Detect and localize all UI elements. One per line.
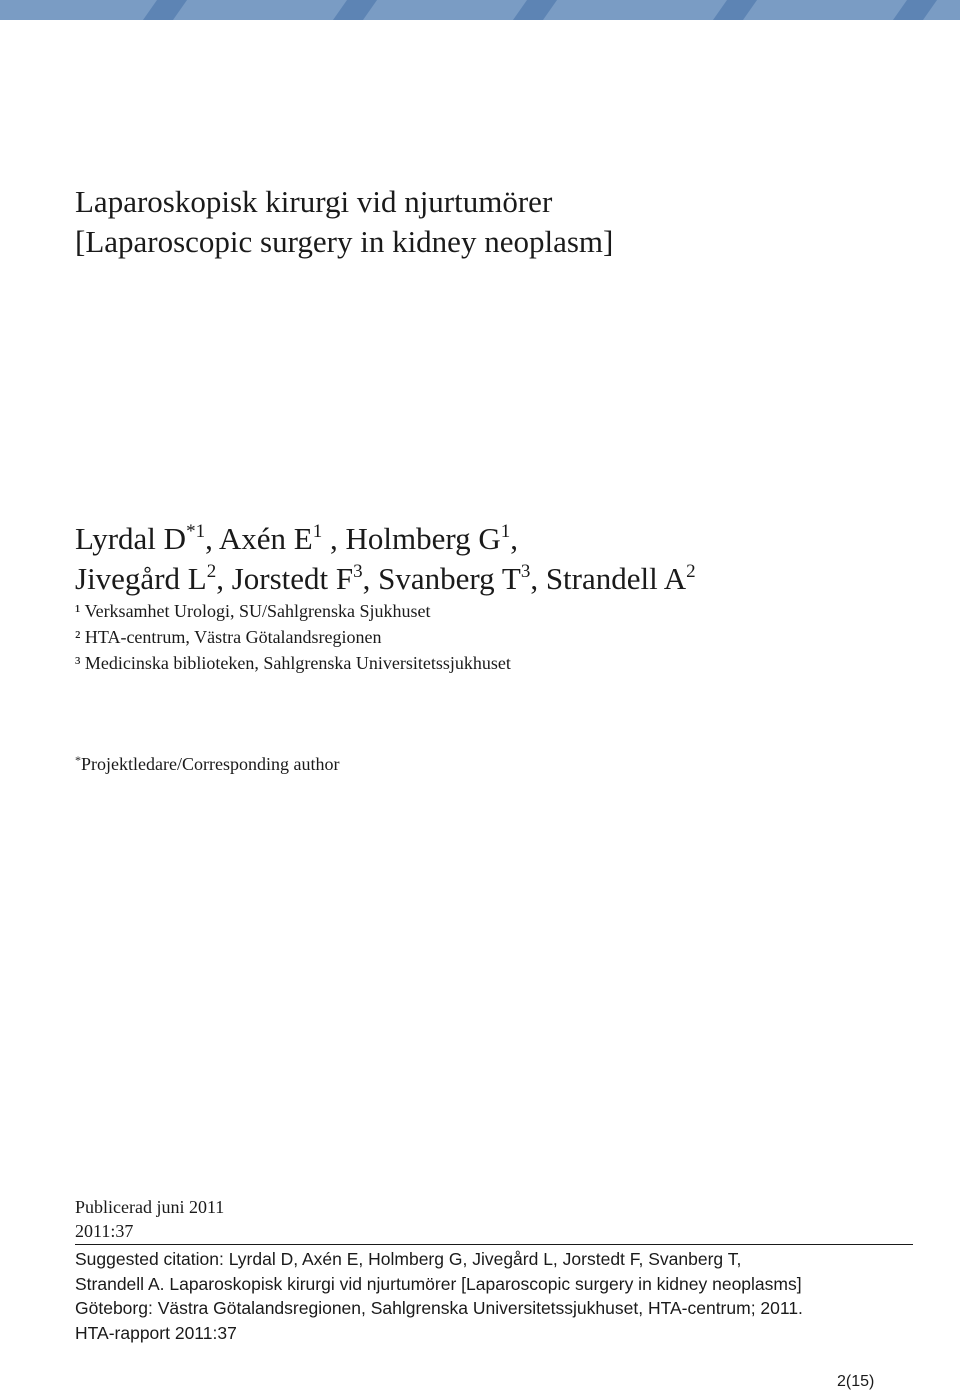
publication-info — [75, 1195, 224, 1243]
publication-date: Publicerad juni 2011 — [75, 1197, 225, 1217]
band-stripe — [713, 0, 757, 20]
author-separator: , — [322, 521, 346, 556]
author-line-1 — [75, 519, 696, 559]
author-line-2 — [75, 559, 696, 599]
author-name: Svanberg T — [378, 561, 521, 596]
affiliation-item: ¹ Verksamhet Urologi, SU/Sahlgrenska Sjukhuset — [75, 601, 431, 621]
author-name: Lyrdal D — [75, 521, 187, 556]
affiliation-list — [75, 598, 511, 676]
report-number: 2011:37 — [75, 1221, 134, 1241]
author-affiliation-mark: 3 — [353, 561, 363, 582]
author-separator: , — [510, 521, 518, 556]
author-separator: , — [362, 561, 379, 596]
corresponding-text: Projektledare/Corresponding author — [81, 754, 340, 774]
author-affiliation-mark: 2 — [686, 561, 696, 582]
citation-line: Suggested citation: Lyrdal D, Axén E, Holmberg G, Jivegård L, Jorstedt F, Svanberg T, — [75, 1249, 742, 1269]
suggested-citation — [75, 1244, 913, 1345]
band-stripe — [893, 0, 937, 20]
citation-line: Strandell A. Laparoskopisk kirurgi vid njurtumörer [Laparoscopic surgery in kidney neoplasms] — [75, 1273, 802, 1294]
author-list — [75, 519, 696, 599]
page-number: 2(15) — [837, 1373, 875, 1390]
citation-line: HTA-rapport 2011:37 — [75, 1322, 237, 1343]
author-separator: , — [205, 521, 219, 556]
author-name: Jivegård L — [75, 561, 207, 596]
affiliation-item: ³ Medicinska biblioteken, Sahlgrenska Universitetssjukhuset — [75, 653, 511, 673]
title-swedish: Laparoskopisk kirurgi vid njurtumörer — [75, 184, 553, 219]
author-affiliation-mark: 1 — [312, 521, 323, 542]
title-english: [Laparoscopic surgery in kidney neoplasm] — [75, 224, 614, 259]
band-stripe — [513, 0, 557, 20]
author-name: Axén E — [218, 521, 313, 556]
author-affiliation-mark: 3 — [520, 561, 531, 582]
corresponding-author-note — [75, 754, 339, 775]
band-stripe — [143, 0, 187, 20]
author-separator: , — [216, 561, 232, 596]
author-affiliation-mark: 2 — [206, 561, 217, 582]
report-title — [75, 182, 613, 262]
header-color-band — [0, 0, 960, 20]
citation-line: Göteborg: Västra Götalandsregionen, Sahlgrenska Universitetssjukhuset, HTA-centrum; 2011. — [75, 1298, 803, 1318]
author-affiliation-mark: 1 — [500, 521, 511, 542]
author-name: Strandell A — [545, 561, 687, 596]
affiliation-item: ² HTA-centrum, Västra Götalandsregionen — [75, 627, 382, 647]
author-name: Jorstedt F — [231, 561, 354, 596]
author-name: Holmberg G — [345, 521, 501, 556]
author-separator: , — [530, 561, 546, 596]
band-stripe — [333, 0, 377, 20]
author-affiliation-mark: *1 — [186, 521, 206, 542]
corresponding-mark: * — [75, 753, 81, 767]
